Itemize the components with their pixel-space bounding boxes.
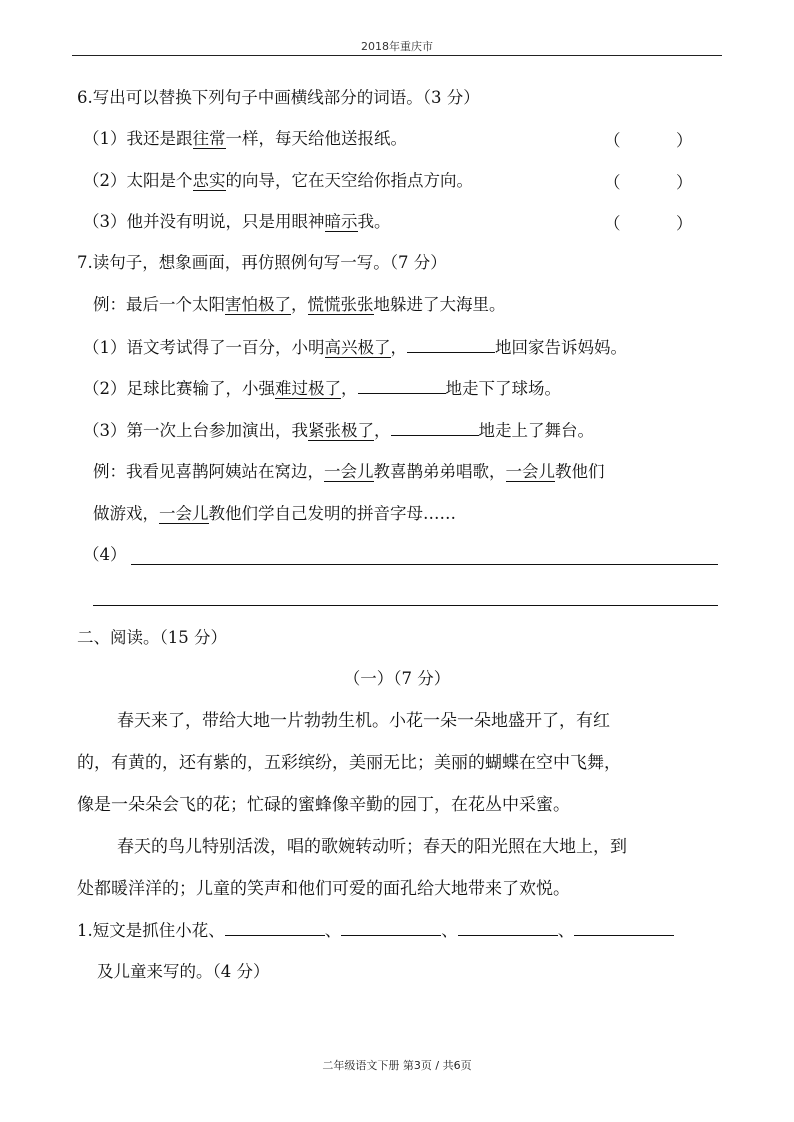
item-text: （3）第一次上台参加演出，我 (83, 421, 308, 440)
answer-blank[interactable] (458, 921, 558, 936)
answer-blank[interactable] (407, 338, 495, 353)
question-6-item-1 (83, 127, 407, 151)
item-text: （2）太阳是个 (83, 171, 193, 190)
question-6-item-2 (83, 169, 473, 193)
example-text: 教他们 (555, 462, 605, 481)
example-text: ， (291, 295, 308, 314)
item-text: （1）语文考试得了一百分，小明 (83, 338, 325, 357)
item-text: （2）足球比赛输了，小强 (83, 379, 275, 398)
item-text: ， (390, 338, 407, 357)
passage-line: 的，有黄的，还有紫的，五彩缤纷，美丽无比；美丽的蝴蝶在空中飞舞， (77, 753, 621, 773)
underlined-phrase: 一会儿 (159, 504, 209, 523)
reading-question-1-cont: 及儿童来写的。（4 分） (97, 962, 270, 981)
example-sentence-1 (93, 293, 506, 317)
question-7-item-2 (83, 377, 561, 401)
passage-line: 春天来了，带给大地一片勃勃生机。小花一朵一朵地盛开了，有红 (117, 711, 610, 731)
example-text: 例：我看见喜鹊阿姨站在窝边， (93, 462, 324, 481)
question-text: 1.短文是抓住小花、 (77, 921, 225, 940)
answer-bracket-open: （ (604, 214, 621, 233)
answer-bracket-close: ） (676, 131, 693, 150)
writing-line[interactable] (93, 605, 718, 606)
underlined-phrase: 害怕极了 (225, 295, 291, 314)
passage-line: 处都暖洋洋的；儿童的笑声和他们可爱的面孔给大地带来了欢悦。 (77, 879, 570, 899)
item-text: 地回家告诉妈妈。 (495, 338, 627, 357)
underlined-phrase: 一会儿 (324, 462, 374, 481)
question-7-item-4-label: （4） (83, 545, 127, 564)
page-header: 2018年重庆市 (361, 40, 433, 53)
example-text: 教喜鹊弟弟唱歌， (373, 462, 506, 481)
question-7-item-3 (83, 419, 594, 443)
underlined-phrase: 慌慌张张 (307, 295, 374, 314)
underlined-phrase: 高兴极了 (324, 338, 391, 357)
question-7-title: 7.读句子，想象画面，再仿照例句写一写。（7 分） (77, 253, 447, 272)
reading-question-1 (77, 919, 674, 943)
underlined-word: 忠实 (192, 171, 226, 190)
passage-line: 春天的鸟儿特别活泼，唱的歌婉转动听；春天的阳光照在大地上，到 (117, 837, 627, 857)
example-text: 做游戏， (93, 504, 159, 523)
item-text: 地走下了球场。 (445, 379, 561, 398)
item-text: （1）我还是跟 (83, 129, 193, 148)
item-text: 我。 (357, 212, 391, 231)
page-footer: 二年级语文下册 第3页 / 共6页 (322, 1059, 472, 1072)
answer-blank[interactable] (341, 921, 441, 936)
passage-line: 像是一朵朵会飞的花；忙碌的蜜蜂像辛勤的园丁，在花丛中采蜜。 (77, 795, 570, 815)
header-divider (72, 55, 722, 56)
example-sentence-2-line-2 (93, 502, 456, 526)
example-text: 教他们学自己发明的拼音字母…… (208, 504, 456, 523)
underlined-phrase: 一会儿 (505, 462, 555, 481)
example-text: 例：最后一个太阳 (93, 295, 225, 314)
item-text: 地走上了舞台。 (478, 421, 594, 440)
item-text: （3）他并没有明说，只是用眼神 (83, 212, 325, 231)
item-text: 的向导，它在天空给你指点方向。 (225, 171, 473, 190)
separator: 、 (324, 921, 342, 940)
underlined-phrase: 紧张极了 (308, 421, 374, 440)
writing-line[interactable] (131, 564, 718, 565)
example-sentence-2-line-1 (93, 460, 605, 484)
passage-subtitle: （一）（7 分） (343, 669, 451, 688)
answer-bracket-close: ） (676, 214, 693, 233)
underlined-word: 暗示 (324, 212, 358, 231)
answer-blank[interactable] (358, 379, 446, 394)
answer-bracket-open: （ (604, 173, 621, 192)
item-text: ， (341, 379, 358, 398)
question-6-item-3 (83, 210, 391, 234)
answer-bracket-open: （ (604, 131, 621, 150)
answer-blank[interactable] (574, 921, 674, 936)
separator: 、 (441, 921, 458, 940)
example-text: 地躲进了大海里。 (373, 295, 506, 314)
answer-bracket-close: ） (676, 173, 693, 192)
question-7-item-1 (83, 336, 627, 360)
answer-blank[interactable] (391, 421, 479, 436)
item-text: 一样，每天给他送报纸。 (225, 129, 407, 148)
separator: 、 (557, 921, 575, 940)
answer-blank[interactable] (225, 921, 325, 936)
item-text: ， (374, 421, 391, 440)
underlined-word: 往常 (192, 129, 226, 148)
underlined-phrase: 难过极了 (275, 379, 341, 398)
section-2-title: 二、阅读。（15 分） (77, 628, 227, 647)
question-6-title: 6.写出可以替换下列句子中画横线部分的词语。（3 分） (77, 88, 480, 107)
